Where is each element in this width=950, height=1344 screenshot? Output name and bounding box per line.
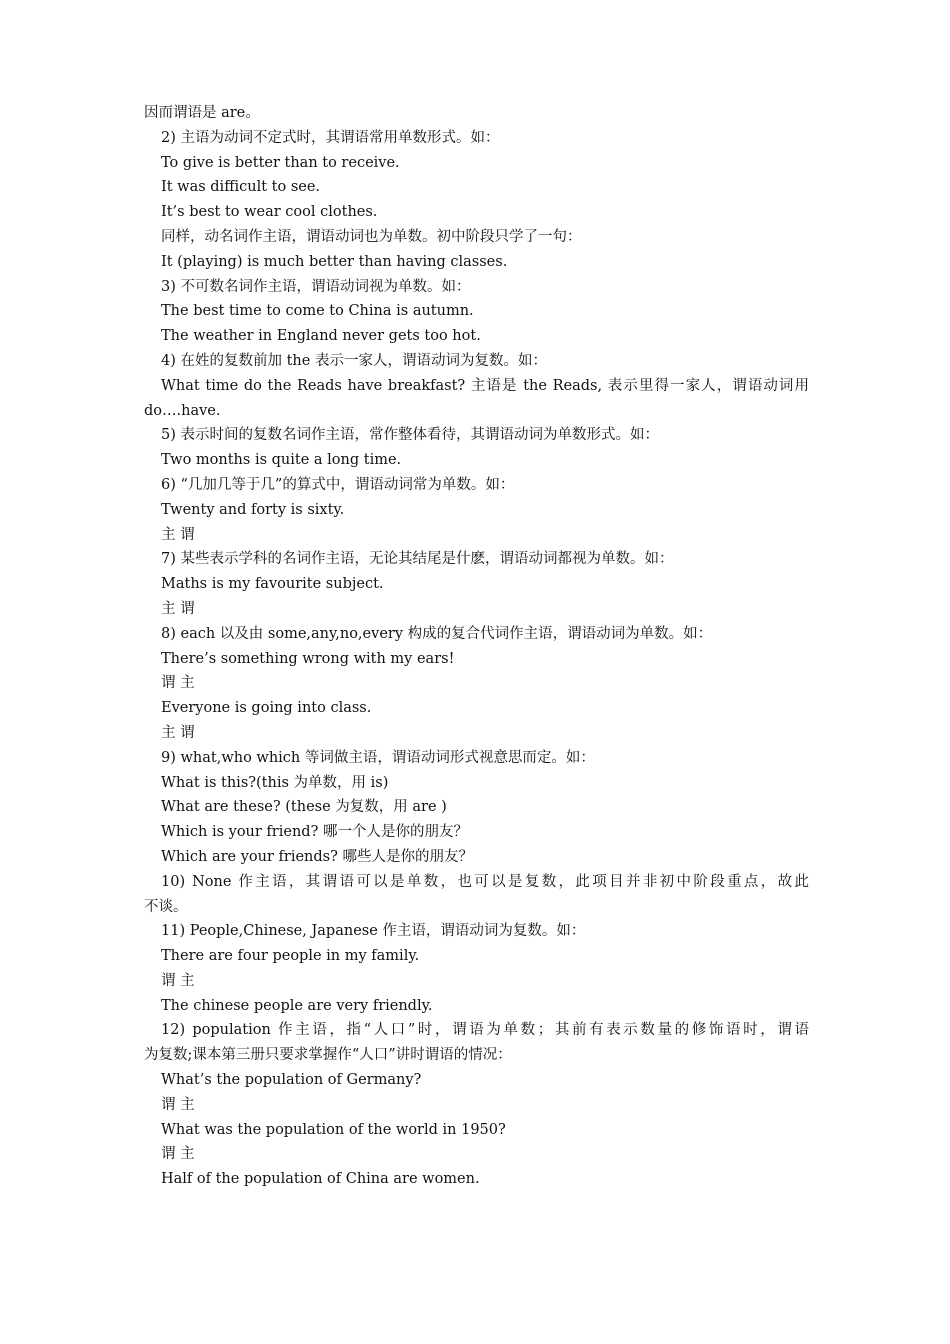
text-line: 谓 主 (161, 675, 195, 692)
text-line: What’s the population of Germany? (161, 1072, 422, 1089)
text-line: It (playing) is much better than having classes. (161, 253, 508, 270)
text-line: 谓 主 (161, 1096, 195, 1113)
text-line: 因而谓语是 are。 (144, 105, 260, 121)
text-line: Which is your friend? 哪一个人是你的朋友？ (161, 824, 468, 841)
text-line: 11) People,Chinese, Japanese 作主语，谓语动词为复数。如： (161, 923, 586, 940)
text-line: What was the population of the world in 1950? (161, 1121, 506, 1138)
text-line: What is this?(this 为单数，用 is) (161, 774, 389, 791)
text-line: Which are your friends? 哪些人是你的朋友？ (161, 848, 473, 865)
text-line: Maths is my favourite subject. (161, 576, 384, 593)
text-line: 4) 在姓的复数前加 the 表示一家人，谓语动词为复数。如： (161, 352, 547, 369)
text-line: It’s best to wear cool clothes. (161, 204, 378, 221)
text-line: What are these? (these 为复数，用 are ) (161, 799, 447, 816)
text-line: 不谈。 (144, 898, 188, 915)
text-line: There’s something wrong with my ears! (161, 650, 455, 667)
document-body (144, 101, 809, 1192)
text-line: 5) 表示时间的复数名词作主语，常作整体看待，其谓语动词为单数形式。如： (161, 427, 659, 444)
text-line: The chinese people are very friendly. (161, 997, 433, 1014)
text-line: 12) population 作主语，指“人口”时，谓语为单数；其前有表示数量的修饰语时，谓语 (161, 1022, 809, 1039)
text-line: Everyone is going into class. (161, 700, 372, 717)
text-line: The best time to come to China is autumn. (161, 303, 474, 320)
text-line: 谓 主 (161, 972, 195, 989)
text-line: Two months is quite a long time. (161, 452, 402, 469)
text-line: 7) 某些表示学科的名词作主语，无论其结尾是什麽，谓语动词都视为单数。如： (161, 551, 674, 568)
text-line: do….have. (144, 402, 221, 419)
text-line: The weather in England never gets too hot. (161, 328, 481, 345)
text-line: 10) None 作主语，其谓语可以是单数，也可以是复数，此项目并非初中阶段重点，故此 (161, 873, 809, 890)
text-line: 6) “几加几等于几”的算式中，谓语动词常为单数。如： (161, 476, 515, 493)
text-line: 9) what,who which 等词做主语，谓语动词形式视意思而定。如： (161, 749, 595, 766)
text-line: What time do the Reads have breakfast? 主语是 the Reads, 表示里得一家人，谓语动词用 (161, 377, 809, 394)
text-line: Half of the population of China are women. (161, 1171, 480, 1188)
text-line: 主 谓 (161, 526, 195, 543)
text-line: It was difficult to see. (161, 179, 321, 196)
text-line: To give is better than to receive. (161, 154, 400, 171)
text-line: 8) each 以及由 some,any,no,every 构成的复合代词作主语，谓语动词为单数。如： (161, 625, 713, 642)
text-line: 同样，动名词作主语，谓语动词也为单数。初中阶段只学了一句： (161, 228, 582, 245)
text-line: 3) 不可数名词作主语，谓语动词视为单数。如： (161, 278, 471, 295)
text-line: 主 谓 (161, 724, 195, 741)
text-line: There are four people in my family. (161, 948, 420, 965)
text-line: 为复数;课本第三册只要求掌握作“人口”讲时谓语的情况： (144, 1047, 512, 1064)
text-line: Twenty and forty is sixty. (161, 501, 345, 518)
text-line: 谓 主 (161, 1146, 195, 1163)
text-line: 2) 主语为动词不定式时，其谓语常用单数形式。如： (161, 129, 500, 146)
text-line: 主 谓 (161, 600, 195, 617)
